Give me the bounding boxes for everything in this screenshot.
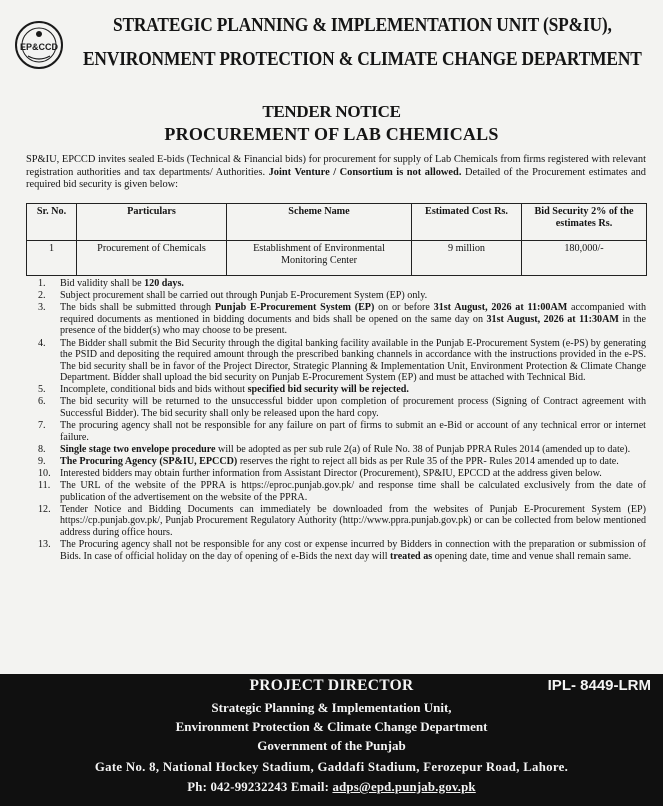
item-text: in the presence of the bidder(s) who may choose to be present. [60,313,646,337]
procurement-table [26,203,647,276]
item-text: Subject procurement shall be carried out through Punjab E-Procurement System (EP) only. [60,290,428,302]
item-text: accompanied with required documents as mentioned in bidding documents and bids shall be opened on the same day on [60,302,646,325]
item-number: 10. [38,468,51,480]
item-number: 4. [38,337,46,349]
item-number: 9. [38,455,46,467]
item-number: 7. [38,420,46,432]
item-number: 1. [38,278,46,289]
item-text: The Bidder shall submit the Bid Security through the digital banking facility available in the Punjab E-Procurement System (e-PS) by generating the PSID and depositing the required amount through the prescribed banking channels in accordance with the instructions provided in the e-PS. The bid security shall be in favor of the Project Director, Strategic Planning & Implementation Unit, Environment Protection & Climate Change Department. Bidder shall upload the bid security on Punjab E-Procurement System (EP) and must be attached with Technical Bid. [60,337,646,384]
list-item [26,480,646,503]
list-item [26,504,646,539]
list-item [26,444,646,456]
th-scheme-name: Scheme Name [227,204,412,241]
item-text-bold: Single stage two envelope procedure [60,443,216,455]
footer-designation: PROJECT DIRECTOR [249,677,414,694]
item-number: 13. [38,539,51,551]
table-header-row [27,204,647,241]
item-text: The procuring agency shall not be responsible for any failure on part of firms to submit an e-Bid or account of any technical error or internet failure. [60,420,646,443]
item-text-bold: treated as [390,550,433,562]
item-text-bold: 31st August, 2026 at 11:00AM [433,302,568,314]
footer-department: Environment Protection & Climate Change Department [175,719,488,734]
list-item [26,420,646,443]
intro-text-a: SP&IU, EPCCD invites sealed E-bids (Technical & Financial bids) for procurement for supply of Lab Chemicals from firms registered with relevant registration authorities and tax departments/ Authorities. [26,154,646,178]
item-text: Interested bidders may obtain further information from Assistant Director (Procurement), SP&IU, EPCCD at the address given below. [60,468,602,480]
cell-particulars: Procurement of Chemicals [77,241,227,276]
contact-footer [0,674,663,806]
cell-estimated-cost: 9 million [412,241,522,276]
item-text: Bid validity shall be [60,278,145,289]
item-text: opening date, time and venue shall remain same. [432,550,632,562]
th-sr-no: Sr. No. [27,204,77,241]
notice-header [0,6,663,88]
th-bid-security: Bid Security 2% of the estimates Rs. [522,204,647,241]
list-item [26,539,646,562]
item-text-bold: 120 days. [144,278,184,289]
list-item [26,302,646,337]
item-text: The Procuring agency shall not be responsible for any cost or expense incurred by Bidders in connection with the preparation or submission of Bids. In case of official holiday on the day of opening of e-Bids the next day will [60,539,646,562]
item-text: Tender Notice and Bidding Documents can immediately be downloaded from the websites of Punjab E-Procurement System (EP) https://cp.punjab.gov.pk/, Punjab Procurement Regulatory Authority (http://www.ppra.punjab.gov.pk) or can be collected from below mentioned address during office hours. [60,503,646,539]
intro-text-bold: Joint Venture / Consortium is not allowed. [268,166,462,178]
cell-scheme-name: Establishment of Environmental Monitoring Center [227,241,412,276]
item-number: 8. [38,443,46,455]
logo-text: EP&CCD [19,42,59,52]
item-number: 2. [38,290,46,302]
item-number: 11. [38,480,51,492]
list-item [26,278,646,290]
intro-paragraph [26,154,646,192]
item-number: 12. [38,503,51,515]
footer-unit: Strategic Planning & Implementation Unit, [211,700,452,715]
item-number: 3. [38,302,46,314]
item-text-bold: specified bid security will be rejected. [247,384,409,396]
item-text-bold: 31st August, 2026 at 11:30AM [486,313,619,325]
item-text-bold: Punjab E-Procurement System (EP) [214,302,375,314]
th-particulars: Particulars [77,204,227,241]
footer-contact [0,780,663,795]
item-text: reserves the right to reject all bids as per Rule 35 of the PPR- Rules 2014 amended up to date. [237,455,619,467]
department-logo-icon [14,20,64,70]
intro-text-b: Detailed of the Procurement estimates and required bid security is given below: [26,166,646,191]
item-text: will be adopted as per sub rule 2(a) of Rule No. 38 of Punjab PPRA Rules 2014 (amended up to date). [215,443,631,455]
list-item [26,384,646,396]
notice-title: TENDER NOTICE [262,102,401,121]
footer-phone: Ph: 042-99232243 Email: [187,780,333,794]
cell-sr-no: 1 [27,241,77,276]
list-item [26,396,646,419]
list-item [26,456,646,468]
item-text: The bid security will be returned to the unsuccessful bidder upon completion of procurement process (Signing of Contract agreement with Successful Bidder). The bid security shall only be released upon the hard copy. [60,396,646,419]
list-item [26,290,646,302]
item-text: The URL of the website of the PPRA is https://eproc.punjab.gov.pk/ and response time shall be calculated exclusively from the date of publication of the advertisement on the website of the PPRA. [60,480,646,503]
org-name-line2: ENVIRONMENT PROTECTION & CLIMATE CHANGE DEPARTMENT [82,48,642,70]
item-text: The bids shall be submitted through [60,302,215,314]
item-text-bold: The Procuring Agency (SP&IU, EPCCD) [60,455,238,467]
item-number: 6. [38,396,46,408]
item-text: on or before [374,302,434,314]
list-item [26,338,646,384]
item-text: Incomplete, conditional bids and bids without [60,384,248,396]
list-item [26,468,646,480]
org-name-line1: STRATEGIC PLANNING & IMPLEMENTATION UNIT (SP&IU), [112,14,612,36]
footer-address: Gate No. 8, National Hockey Stadium, Gaddafi Stadium, Ferozepur Road, Lahore. [94,760,569,774]
footer-email-link[interactable]: adps@epd.punjab.gov.pk [332,780,476,794]
th-estimated-cost: Estimated Cost Rs. [412,204,522,241]
advert-reference: IPL- 8449-LRM [547,677,651,694]
footer-government: Government of the Punjab [257,738,406,753]
terms-list [26,278,646,563]
cell-bid-security: 180,000/- [522,241,647,276]
table-row [27,241,647,276]
item-number: 5. [38,384,46,396]
notice-subtitle: PROCUREMENT OF LAB CHEMICALS [164,124,499,144]
